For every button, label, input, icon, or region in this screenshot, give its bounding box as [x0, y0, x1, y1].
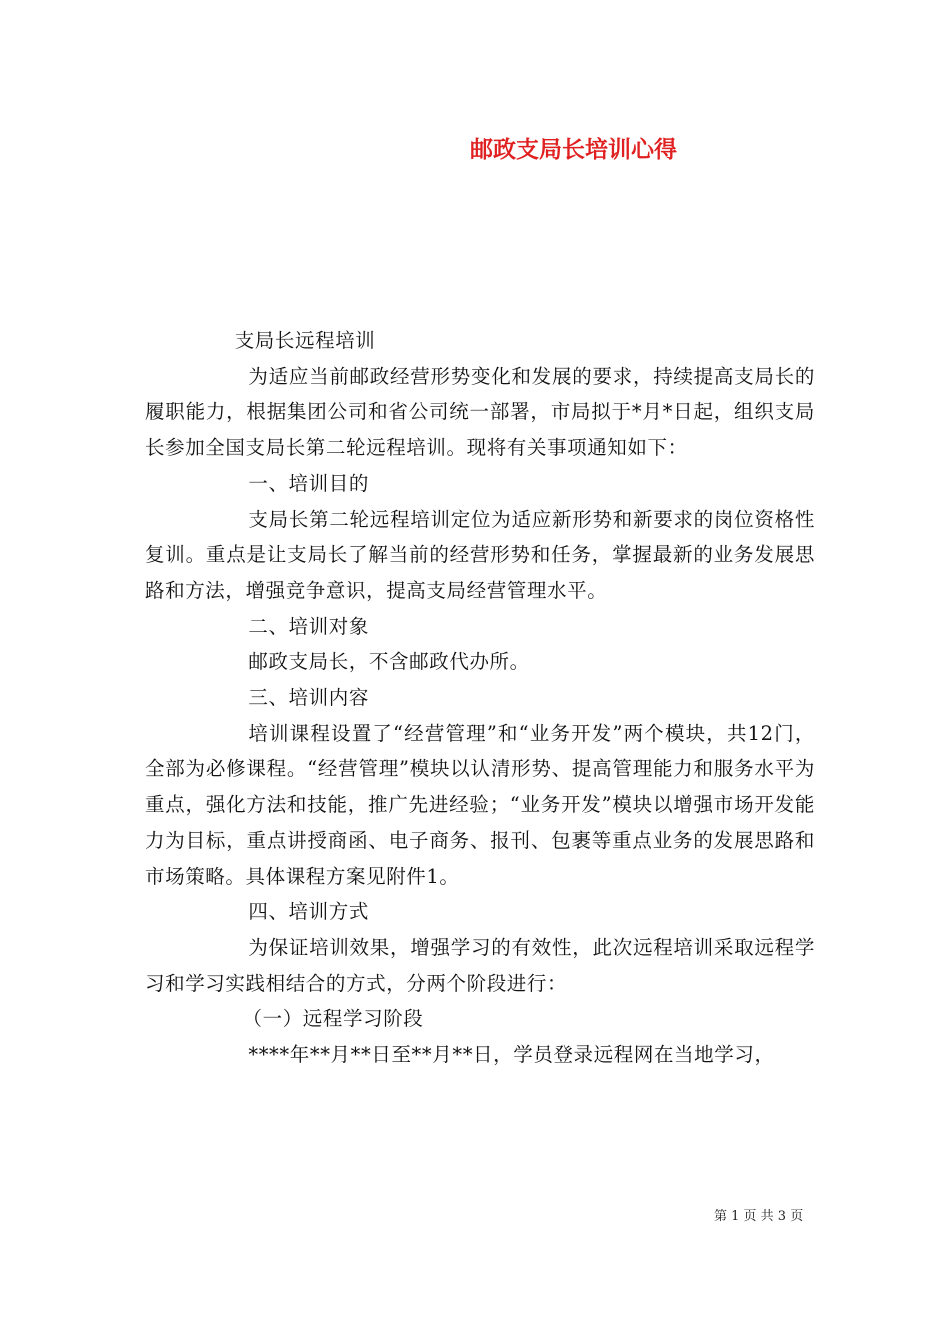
section-heading: 四、培训方式: [248, 900, 369, 924]
paragraph: 邮政支局长，不含邮政代办所。: [248, 650, 530, 674]
paragraph: ****年**月**日至**月**日，学员登录远程网在当地学习，: [248, 1043, 775, 1067]
section-heading: 三、培训内容: [248, 686, 369, 710]
document-title: 邮政支局长培训心得: [470, 136, 677, 163]
document-body: [145, 323, 815, 1073]
paragraph: 为适应当前邮政经营形势变化和发展的要求，持续提高支局长的履职能力，根据集团公司和省公司统一部署，市局拟于*月*日起，组织支局长参加全国支局长第二轮远程培训。现将有关事项通知如下：: [145, 364, 815, 460]
page-footer: 第 1 页 共 3 页: [714, 1209, 804, 1224]
paragraph: 支局长第二轮远程培训定位为适应新形势和新要求的岗位资格性复训。重点是让支局长了解当前的经营形势和任务，掌握最新的业务发展思路和方法，增强竞争意识，提高支局经营管理水平。: [145, 507, 815, 602]
paragraph: 支局长远程培训: [234, 329, 376, 352]
section-heading: 二、培训对象: [248, 614, 369, 638]
paragraph: 为保证培训效果，增强学习的有效性，此次远程培训采取远程学习和学习实践相结合的方式，分两个阶段进行：: [145, 935, 815, 995]
subsection-heading: （一）远程学习阶段: [242, 1007, 424, 1031]
section-heading: 一、培训目的: [248, 471, 369, 495]
paragraph: 培训课程设置了“经营管理”和“业务开发”两个模块，共12门，全部为必修课程。“经营管理”模块以认清形势、提高管理能力和服务水平为重点，强化方法和技能，推广先进经验；“业务开发”模块以增强市场开发能力为目标，重点讲授商函、电子商务、报刊、包裹等重点业务的发展思路和市场策略。具体课程方案见附件1。: [145, 721, 815, 888]
